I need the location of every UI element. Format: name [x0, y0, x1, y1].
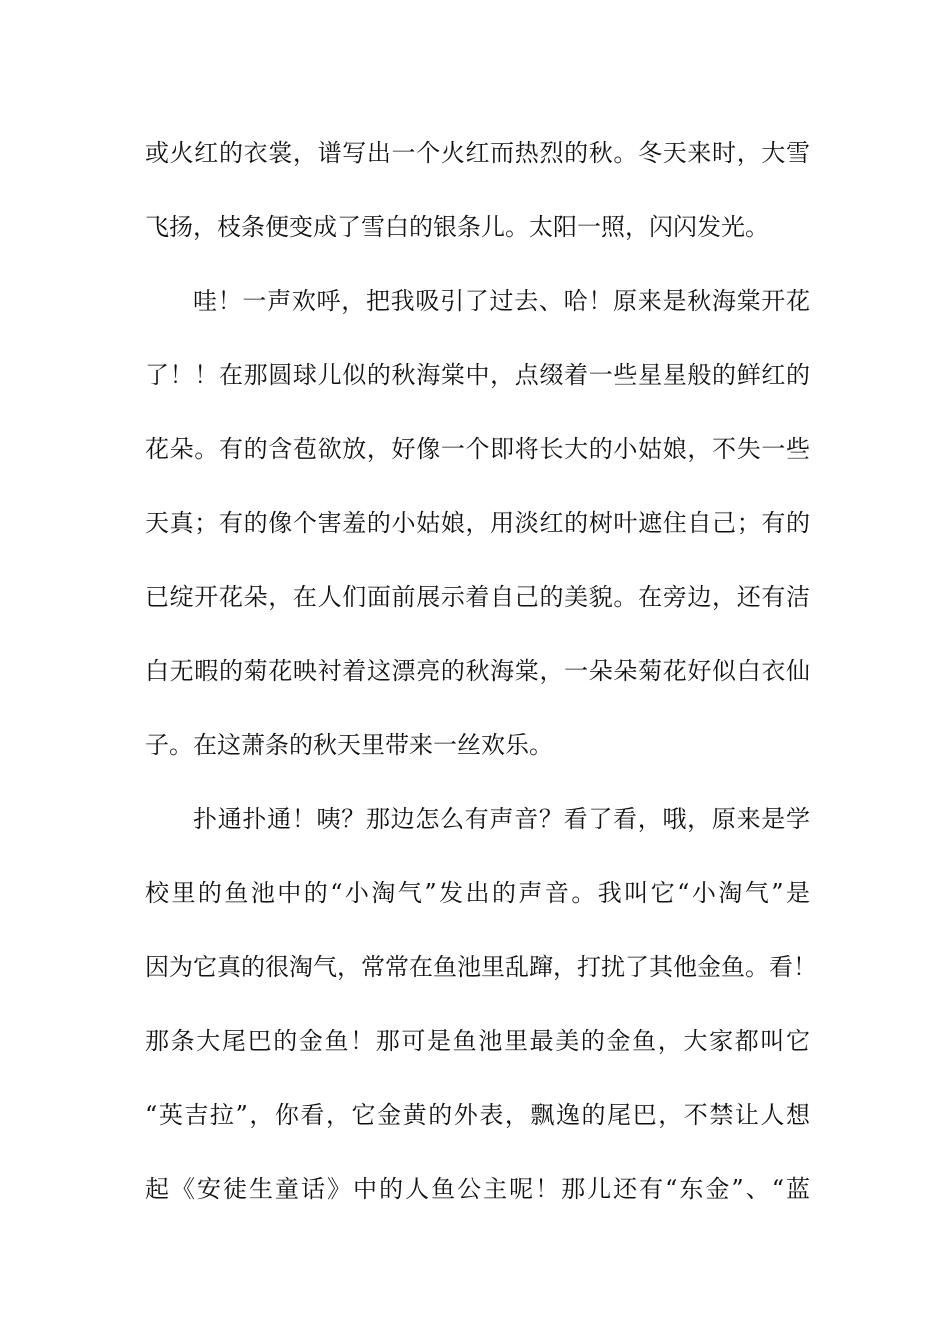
- text-line-15: [145, 1166, 810, 1240]
- line-text: 哇！一声欢呼，把我吸引了过去、哈！原来是秋海棠开花: [193, 287, 810, 315]
- line-text: 天真；有的像个害羞的小姑娘，用淡红的树叶遮住自己；有的: [145, 509, 810, 537]
- line-text: 了！！在那圆球儿似的秋海棠中，点缀着一些星星般的鲜红的: [145, 361, 810, 389]
- text-line-3: [145, 278, 810, 352]
- line-text: 或火红的衣裳，谱写出一个火红而热烈的秋。冬天来时，大雪: [145, 139, 810, 167]
- text-line-1: [145, 130, 810, 204]
- line-text: 白无暇的菊花映衬着这漂亮的秋海棠，一朵朵菊花好似白衣仙: [145, 657, 810, 685]
- text-line-5: [145, 426, 810, 500]
- text-line-8: [145, 648, 810, 722]
- line-text: 扑通扑通！咦？那边怎么有声音？看了看，哦，原来是学: [193, 805, 810, 833]
- text-line-9: [145, 722, 810, 796]
- line-text: 飞扬，枝条便变成了雪白的银条儿。太阳一照，闪闪发光。: [145, 213, 769, 241]
- text-line-13: [145, 1018, 810, 1092]
- text-line-2: [145, 204, 810, 278]
- line-text: 花朵。有的含苞欲放，好像一个即将长大的小姑娘，不失一些: [145, 435, 810, 463]
- text-line-4: [145, 352, 810, 426]
- text-line-7: [145, 574, 810, 648]
- line-text: 起《安徒生童话》中的人鱼公主呢！那儿还有“东金”、“蓝: [145, 1175, 810, 1203]
- line-text: 子。在这萧条的秋天里带来一丝欢乐。: [145, 731, 553, 759]
- text-line-10: [145, 796, 810, 870]
- text-line-6: [145, 500, 810, 574]
- line-text: 因为它真的很淘气，常常在鱼池里乱蹿，打扰了其他金鱼。看！: [145, 953, 817, 981]
- text-line-11: [145, 870, 810, 944]
- text-line-12: [145, 944, 817, 1018]
- line-text: 那条大尾巴的金鱼！那可是鱼池里最美的金鱼，大家都叫它: [145, 1027, 810, 1055]
- text-line-14: [145, 1092, 810, 1166]
- line-text: 校里的鱼池中的“小淘气”发出的声音。我叫它“小淘气”是: [145, 879, 810, 907]
- line-text: 已绽开花朵，在人们面前展示着自己的美貌。在旁边，还有洁: [145, 583, 810, 611]
- body-text: [145, 130, 817, 1240]
- line-text: “英吉拉”，你看，它金黄的外表，飘逸的尾巴，不禁让人想: [145, 1101, 810, 1129]
